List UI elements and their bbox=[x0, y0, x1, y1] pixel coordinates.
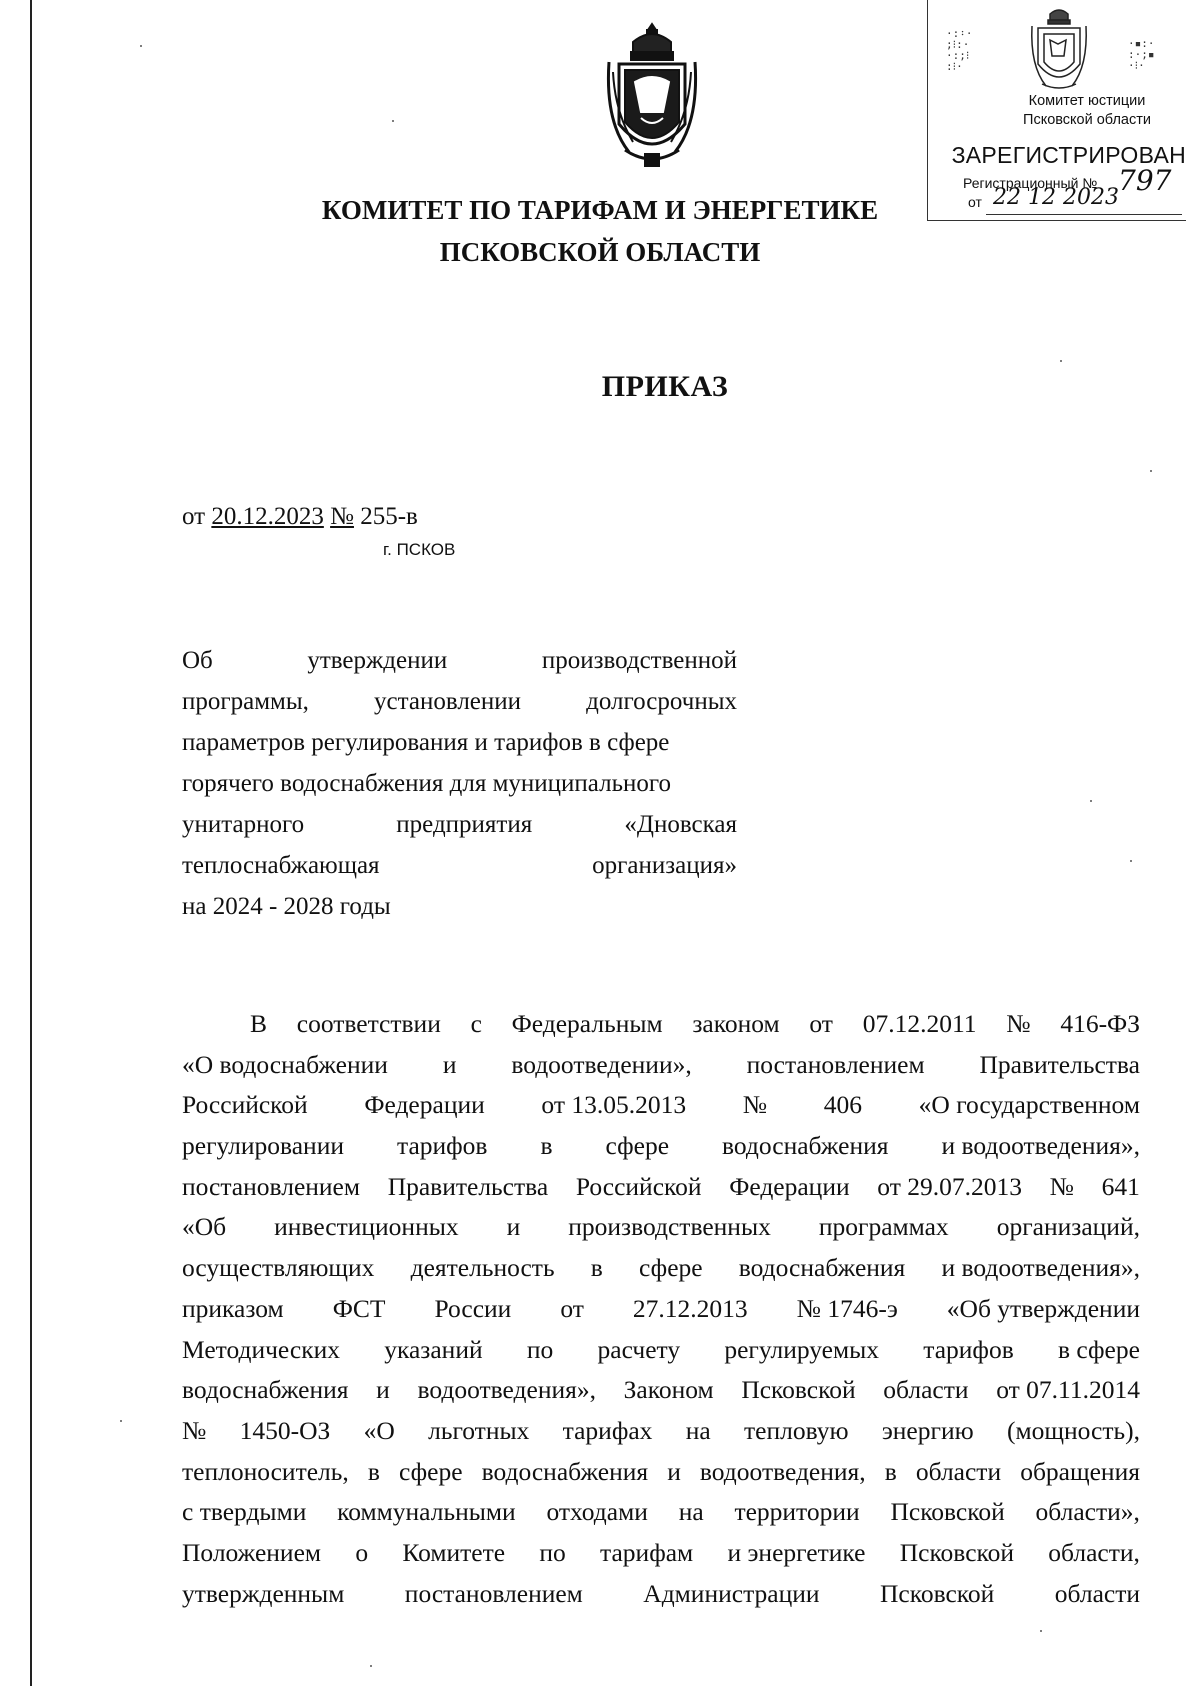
word: России bbox=[434, 1293, 512, 1323]
word: Псковской bbox=[899, 1537, 1015, 1567]
word: утвержденным bbox=[182, 1578, 345, 1608]
stamp-reg-date-label: от bbox=[968, 194, 982, 210]
word: организация» bbox=[592, 852, 737, 879]
word: области», bbox=[1035, 1497, 1140, 1527]
word: «Об bbox=[182, 1212, 227, 1242]
word: предприятия bbox=[396, 811, 533, 838]
body-line bbox=[182, 1085, 1140, 1126]
subject-line bbox=[182, 804, 737, 845]
stamp-noise: ·▪:· :·;▪ ·⁝· bbox=[1128, 37, 1155, 72]
word: постановлением bbox=[182, 1171, 361, 1201]
word: Российской bbox=[182, 1090, 308, 1120]
word: водоотведения, bbox=[699, 1456, 866, 1486]
stamp-registered-title: ЗАРЕГИСТРИРОВАН bbox=[951, 142, 1186, 168]
document-type-title: ПРИКАЗ bbox=[601, 370, 729, 403]
word: Псковской bbox=[890, 1497, 1005, 1527]
word: установлении bbox=[374, 688, 522, 715]
order-date: 20.12.2023 bbox=[211, 503, 324, 530]
word: программах bbox=[818, 1212, 949, 1242]
word: Методических bbox=[182, 1334, 340, 1364]
word: территории bbox=[734, 1497, 860, 1527]
word: сфере bbox=[639, 1253, 703, 1283]
word: постановлением bbox=[746, 1049, 925, 1079]
word: области bbox=[1054, 1578, 1140, 1608]
word: 406 bbox=[823, 1090, 863, 1120]
word: № bbox=[742, 1090, 768, 1120]
word: Псковской bbox=[741, 1375, 856, 1405]
scan-speck bbox=[370, 1665, 372, 1667]
word: по bbox=[539, 1537, 566, 1567]
word: указаний bbox=[384, 1334, 483, 1364]
word: долгосрочных bbox=[586, 688, 737, 715]
subject-line bbox=[182, 722, 737, 763]
stamp-org-line2: Псковской области bbox=[1023, 112, 1151, 128]
word: расчету bbox=[597, 1334, 681, 1364]
registration-stamp bbox=[927, 0, 1186, 221]
subject-line bbox=[182, 640, 737, 681]
word: сфере bbox=[605, 1131, 670, 1161]
word: регулировании bbox=[182, 1131, 344, 1161]
word: в bbox=[367, 1456, 380, 1486]
word: с твердыми bbox=[182, 1497, 307, 1527]
word: по bbox=[526, 1334, 554, 1364]
stamp-org-line1: Комитет юстиции bbox=[1028, 93, 1146, 109]
word: и bbox=[667, 1456, 681, 1486]
stamp-organization bbox=[992, 92, 1182, 130]
word: «О bbox=[363, 1415, 395, 1445]
stamp-coat-of-arms-icon bbox=[1028, 4, 1090, 92]
word: области bbox=[883, 1375, 969, 1405]
word: в bbox=[590, 1253, 603, 1283]
word: Федерации bbox=[364, 1090, 485, 1120]
word: Правительства bbox=[979, 1049, 1140, 1079]
word: Псковской bbox=[880, 1578, 995, 1608]
body-line bbox=[182, 1126, 1140, 1167]
word: горячего водоснабжения для муниципального bbox=[182, 770, 672, 797]
word: и bbox=[376, 1375, 390, 1405]
word: и водоотведения», bbox=[941, 1131, 1140, 1161]
word: тепловую bbox=[743, 1415, 849, 1445]
word: 27.12.2013 bbox=[632, 1293, 748, 1323]
word: № 1746-э bbox=[796, 1293, 898, 1323]
word: от bbox=[560, 1293, 584, 1323]
word: обращения bbox=[1020, 1456, 1140, 1486]
coat-of-arms-emblem bbox=[605, 22, 700, 172]
word: 416-ФЗ bbox=[1060, 1009, 1140, 1038]
word: в bbox=[884, 1456, 897, 1486]
word: водоснабжения bbox=[738, 1253, 906, 1283]
body-line bbox=[182, 1207, 1140, 1248]
word: соответствии bbox=[296, 1009, 441, 1038]
scan-speck bbox=[1090, 800, 1092, 802]
word: на bbox=[685, 1415, 711, 1445]
word: № bbox=[1006, 1009, 1031, 1038]
word: (мощность), bbox=[1006, 1415, 1140, 1445]
body-line bbox=[182, 1004, 1140, 1045]
word: Российской bbox=[575, 1171, 702, 1201]
word: тарифов bbox=[396, 1131, 488, 1161]
word: и bbox=[442, 1049, 457, 1079]
word: на bbox=[678, 1497, 704, 1527]
word: Об bbox=[182, 647, 213, 674]
word: на 2024 - 2028 годы bbox=[182, 893, 391, 920]
stamp-reg-number-label: Регистрационный № bbox=[963, 175, 1098, 191]
scan-speck bbox=[392, 120, 394, 122]
order-city: г. ПСКОВ bbox=[383, 540, 456, 559]
word: унитарного bbox=[182, 811, 305, 838]
word: № bbox=[1049, 1171, 1074, 1201]
word: и bbox=[506, 1212, 521, 1242]
body-line bbox=[182, 1452, 1140, 1493]
body-line bbox=[182, 1167, 1140, 1208]
word: параметров регулирования и тарифов в сфере bbox=[182, 729, 670, 756]
word: области, bbox=[1048, 1537, 1140, 1567]
word: производственной bbox=[541, 647, 737, 674]
subject-line bbox=[182, 681, 737, 722]
word: Федеральным bbox=[511, 1009, 663, 1038]
word: приказом bbox=[182, 1293, 284, 1323]
word: в сфере bbox=[1057, 1334, 1140, 1364]
word: теплоноситель, bbox=[182, 1456, 349, 1486]
stamp-reg-date: 22 12 2023 bbox=[993, 185, 1119, 210]
word: 1450-ОЗ bbox=[239, 1415, 331, 1445]
word: постановлением bbox=[404, 1578, 583, 1608]
word: о bbox=[355, 1537, 369, 1567]
word: Комитете bbox=[402, 1537, 506, 1567]
body-line bbox=[182, 1045, 1140, 1086]
word: области bbox=[915, 1456, 1002, 1486]
order-subject bbox=[182, 640, 737, 927]
word: В bbox=[250, 1009, 268, 1038]
word: теплоснабжающая bbox=[182, 852, 380, 879]
committee-title-line1: КОМИТЕТ ПО ТАРИФАМ И ЭНЕРГЕТИКЕ bbox=[321, 195, 879, 225]
word: Законом bbox=[623, 1375, 714, 1405]
word: ФСТ bbox=[332, 1293, 386, 1323]
word: осуществляющих bbox=[182, 1253, 375, 1283]
body-line bbox=[182, 1411, 1140, 1452]
word: от bbox=[809, 1009, 833, 1038]
scan-speck bbox=[1040, 1630, 1042, 1632]
word: тарифов bbox=[923, 1334, 1014, 1364]
word: инвестиционных bbox=[274, 1212, 459, 1242]
word: Положением bbox=[182, 1537, 322, 1567]
order-date-number bbox=[182, 503, 418, 531]
word: законом bbox=[692, 1009, 780, 1038]
word: льготных bbox=[428, 1415, 530, 1445]
word: программы, bbox=[182, 688, 309, 715]
word: тарифам bbox=[600, 1537, 694, 1567]
word: организаций, bbox=[996, 1212, 1140, 1242]
scan-speck bbox=[1060, 360, 1062, 362]
word: тарифах bbox=[562, 1415, 653, 1445]
scan-speck bbox=[120, 1420, 122, 1422]
body-line bbox=[182, 1370, 1140, 1411]
word: Федерации bbox=[729, 1171, 850, 1201]
order-number-sign: № bbox=[330, 503, 354, 530]
word: Правительства bbox=[387, 1171, 549, 1201]
word: с bbox=[470, 1009, 482, 1038]
word: водоснабжения bbox=[722, 1131, 889, 1161]
word: и энергетике bbox=[727, 1537, 866, 1567]
word: от 13.05.2013 bbox=[541, 1090, 687, 1120]
body-line bbox=[182, 1248, 1140, 1289]
word: «О водоснабжении bbox=[182, 1049, 388, 1079]
word: 07.12.2011 bbox=[862, 1009, 977, 1038]
word: коммунальными bbox=[337, 1497, 516, 1527]
committee-title-line2: ПСКОВСКОЙ ОБЛАСТИ bbox=[439, 237, 761, 267]
word: сфере bbox=[398, 1456, 463, 1486]
word: деятельность bbox=[410, 1253, 555, 1283]
scan-speck bbox=[1150, 470, 1152, 472]
word: регулируемых bbox=[724, 1334, 880, 1364]
body-line bbox=[182, 1492, 1140, 1533]
word: производственных bbox=[568, 1212, 771, 1242]
word: водоотведения», bbox=[417, 1375, 596, 1405]
word: от 29.07.2013 bbox=[877, 1171, 1022, 1201]
word: водоснабжения bbox=[481, 1456, 649, 1486]
scan-speck bbox=[1130, 860, 1132, 862]
word: от 07.11.2014 bbox=[996, 1375, 1140, 1405]
word: в bbox=[540, 1131, 553, 1161]
body-line bbox=[182, 1533, 1140, 1574]
word: энергию bbox=[881, 1415, 974, 1445]
body-line bbox=[182, 1574, 1140, 1615]
word: утверждении bbox=[307, 647, 448, 674]
word: «Об утверждении bbox=[946, 1293, 1140, 1323]
order-from-label: от bbox=[182, 503, 206, 530]
word: водоотведении», bbox=[511, 1049, 692, 1079]
order-body-text bbox=[182, 1004, 1140, 1614]
word: отходами bbox=[546, 1497, 648, 1527]
word: № bbox=[182, 1415, 207, 1445]
subject-line bbox=[182, 845, 737, 886]
word: 641 bbox=[1101, 1171, 1140, 1201]
body-line bbox=[182, 1330, 1140, 1371]
order-number: 255-в bbox=[360, 503, 418, 530]
word: «Дновская bbox=[624, 811, 737, 838]
subject-line bbox=[182, 886, 737, 927]
word: «О государственном bbox=[918, 1090, 1140, 1120]
scan-speck bbox=[140, 45, 142, 47]
word: Администрации bbox=[643, 1578, 820, 1608]
word: водоснабжения bbox=[182, 1375, 349, 1405]
word: и водоотведения», bbox=[941, 1253, 1140, 1283]
body-line bbox=[182, 1289, 1140, 1330]
subject-line bbox=[182, 763, 737, 804]
stamp-noise: ·:᛬· ;⁝:· ·:;⁝ :⁝· bbox=[946, 27, 973, 73]
stamp-reg-number: 797 bbox=[1118, 164, 1172, 197]
